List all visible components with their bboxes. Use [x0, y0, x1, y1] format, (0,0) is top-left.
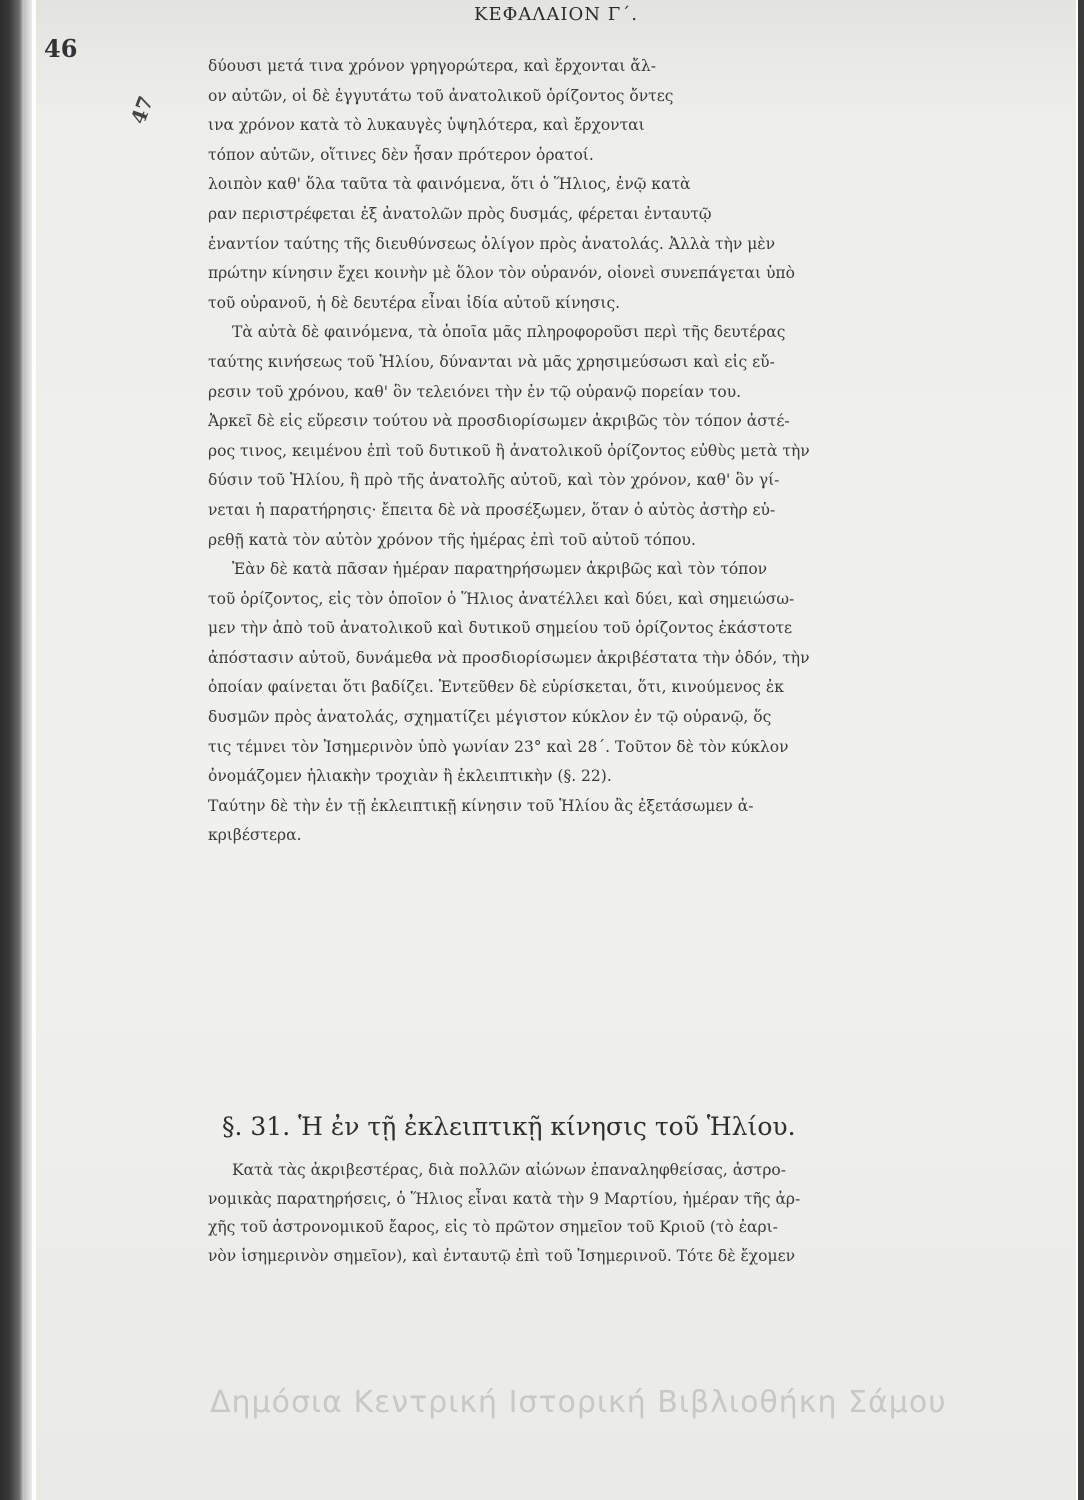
text-line: ἐναντίον ταύτης τῆς διευθύνσεως ὀλίγον πρὸς ἀνατολάς. Ἀλλὰ τὴν μὲν — [208, 234, 776, 253]
chapter-title: ΚΕΦΑΛΑΙΟΝ Γ΄. — [474, 4, 638, 25]
text-line: δύσιν τοῦ Ἡλίου, ἢ πρὸ τῆς ἀνατολῆς αὐτοῦ, καὶ τὸν χρόνον, καθ' ὃν γί- — [208, 471, 780, 490]
section-heading: §. 31. Ἡ ἐν τῇ ἐκλειπτικῇ κίνησις τοῦ Ἡλίου. — [222, 1112, 796, 1141]
text-line: νεται ἡ παρατήρησις· ἔπειτα δὲ νὰ προσέξωμεν, ὅταν ὁ αὐτὸς ἀστὴρ εὑ- — [208, 500, 776, 519]
text-line: ἀπόστασιν αὐτοῦ, δυνάμεθα νὰ προσδιορίσωμεν ἀκριβέστατα τὴν ὁδόν, τὴν — [208, 648, 810, 667]
text-line: νὸν ἰσημερινὸν σημεῖον), καὶ ἐνταυτῷ ἐπὶ τοῦ Ἰσημερινοῦ. Τότε δὲ ἔχομεν — [208, 1246, 796, 1265]
page-gutter — [24, 0, 32, 1500]
text-line: Ἐὰν δὲ κατὰ πᾶσαν ἡμέραν παρατηρήσωμεν ἀκριβῶς καὶ τὸν τόπον — [232, 560, 768, 579]
library-watermark: Δημόσια Κεντρική Ιστορική Βιβλιοθήκη Σάμου — [210, 1385, 947, 1420]
margin-page-mark: 47 — [125, 92, 158, 128]
page-number: 46 — [44, 34, 78, 63]
text-line: ὁποίαν φαίνεται ὅτι βαδίζει. Ἐντεῦθεν δὲ εὑρίσκεται, ὅτι, κινούμενος ἐκ — [208, 678, 784, 697]
text-line: ρεσιν τοῦ χρόνου, καθ' ὃν τελειόνει τὴν ἐν τῷ οὐρανῷ πορείαν του. — [208, 382, 742, 401]
text-line: δυσμῶν πρὸς ἀνατολάς, σχηματίζει μέγιστον κύκλον ἐν τῷ οὐρανῷ, ὅς — [208, 708, 772, 727]
text-line: ὀνομάζομεν ἡλιακὴν τροχιὰν ἢ ἐκλειπτικὴν (§. 22). — [208, 767, 612, 786]
text-line: μεν τὴν ἀπὸ τοῦ ἀνατολικοῦ καὶ δυτικοῦ σημείου τοῦ ὁρίζοντος ἑκάστοτε — [208, 619, 793, 638]
section-text — [208, 1156, 1046, 1270]
text-line: ρεθῇ κατὰ τὸν αὐτὸν χρόνον τῆς ἡμέρας ἐπὶ τοῦ αὐτοῦ τόπου. — [208, 530, 696, 549]
text-line: τόπον αὐτῶν, οἵτινες δὲν ἦσαν πρότερον ὁρατοί. — [208, 145, 594, 164]
body-text — [208, 52, 1046, 851]
text-line: τις τέμνει τὸν Ἰσημερινὸν ὑπὸ γωνίαν 23° καὶ 28΄. Τοῦτον δὲ τὸν κύκλον — [208, 737, 789, 756]
text-line: ινα χρόνον κατὰ τὸ λυκαυγὲς ὑψηλότερα, καὶ ἔρχονται — [208, 116, 645, 135]
text-line: τοῦ οὐρανοῦ, ἡ δὲ δευτέρα εἶναι ἰδία αὐτοῦ κίνησις. — [208, 293, 621, 312]
text-line: ταύτης κινήσεως τοῦ Ἡλίου, δύνανται νὰ μᾶς χρησιμεύσωσι καὶ εἰς εὔ- — [208, 352, 775, 371]
text-line: Τὰ αὐτὰ δὲ φαινόμενα, τὰ ὁποῖα μᾶς πληροφοροῦσι περὶ τῆς δευτέρας — [232, 323, 786, 342]
text-line: ραν περιστρέφεται ἐξ ἀνατολῶν πρὸς δυσμάς, φέρεται ἐνταυτῷ — [208, 204, 712, 223]
text-line: Κατὰ τὰς ἀκριβεστέρας, διὰ πολλῶν αἰώνων ἐπαναληφθείσας, ἀστρο- — [232, 1161, 787, 1179]
text-line: Ταύτην δὲ τὴν ἐν τῇ ἐκλειπτικῇ κίνησιν τοῦ Ἡλίου ἂς ἐξετάσωμεν ἀ- — [208, 796, 754, 815]
text-line: κριβέστερα. — [208, 826, 302, 845]
text-line: λοιπὸν καθ' ὅλα ταῦτα τὰ φαινόμενα, ὅτι ὁ Ἥλιος, ἐνῷ κατὰ — [208, 175, 691, 194]
text-line: Ἀρκεῖ δὲ εἰς εὕρεσιν τούτου νὰ προσδιορίσωμεν ἀκριβῶς τὸν τόπον ἀστέ- — [208, 412, 790, 431]
page-right-edge — [1078, 0, 1084, 1500]
text-line: πρώτην κίνησιν ἔχει κοινὴν μὲ ὅλον τὸν οὐρανόν, οἱονεὶ συνεπάγεται ὑπὸ — [208, 264, 795, 283]
text-line: δύουσι μετά τινα χρόνον γρηγορώτερα, καὶ ἔρχονται ἄλ- — [208, 57, 656, 75]
text-line: χῆς τοῦ ἀστρονομικοῦ ἔαρος, εἰς τὸ πρῶτον σημεῖον τοῦ Κριοῦ (τὸ ἐαρι- — [208, 1218, 778, 1236]
book-spine — [0, 0, 24, 1500]
text-line: ρος τινος, κειμένου ἐπὶ τοῦ δυτικοῦ ἢ ἀνατολικοῦ ὁρίζοντος εὐθὺς μετὰ τὴν — [208, 441, 810, 460]
text-line: τοῦ ὁρίζοντος, εἰς τὸν ὁποῖον ὁ Ἥλιος ἀνατέλλει καὶ δύει, καὶ σημειώσω- — [208, 589, 795, 608]
text-line: νομικὰς παρατηρήσεις, ὁ Ἥλιος εἶναι κατὰ τὴν 9 Μαρτίου, ἡμέραν τῆς ἀρ- — [208, 1189, 801, 1208]
text-line: ον αὐτῶν, οἱ δὲ ἐγγυτάτω τοῦ ἀνατολικοῦ ὁρίζοντος ὄντες — [208, 86, 674, 105]
